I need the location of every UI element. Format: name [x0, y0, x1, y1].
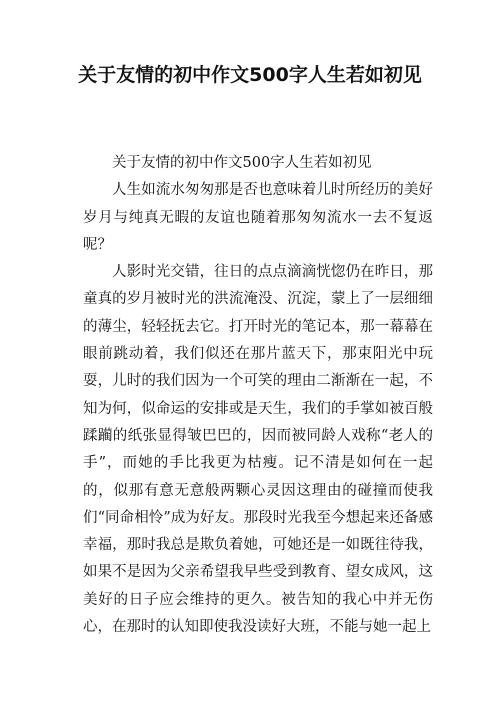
document-body — [83, 150, 433, 641]
body-paragraph: 人生如流水匆匆那是否也意味着儿时所经历的美好岁月与纯真无暇的友谊也随着那匆匆流水一去不复返呢？ — [83, 182, 433, 253]
body-paragraph: 关于友情的初中作文500字人生若如初见 — [112, 155, 372, 171]
document-title: 关于友情的初中作文500字人生若如初见 — [78, 64, 422, 86]
body-paragraph: 人影时光交错，往日的点点滴滴恍惚仍在昨日，那童真的岁月被时光的洪流淹没、沉淀，蒙上了一层细细的薄尘，轻轻抚去它。打开时光的笔记本，那一幕幕在眼前跳动着，我们似还在那片蓝天下，那束阳光中玩耍，儿时的我们因为一个可笑的理由二渐渐在一起，不知为何，似命运的安排或是天生，我们的手掌如被百般蹂躏的纸张显得皱巴巴的，因而被同龄人戏称“老人的手”，而她的手比我更为枯瘦。记不清是如何在一起的，似那有意无意般两颗心灵因这理由的碰撞而使我们“同命相怜”成为好友。那段时光我至今想起来还备感幸福，那时我总是欺负着她，可她还是一如既往待我，如果不是因为父亲希望我早些受到教育、望女成风，这美好的日子应会维持的更久。被告知的我心中并无伤心，在那时的认知即使我没读好大班，不能与她一起上 — [83, 264, 433, 636]
